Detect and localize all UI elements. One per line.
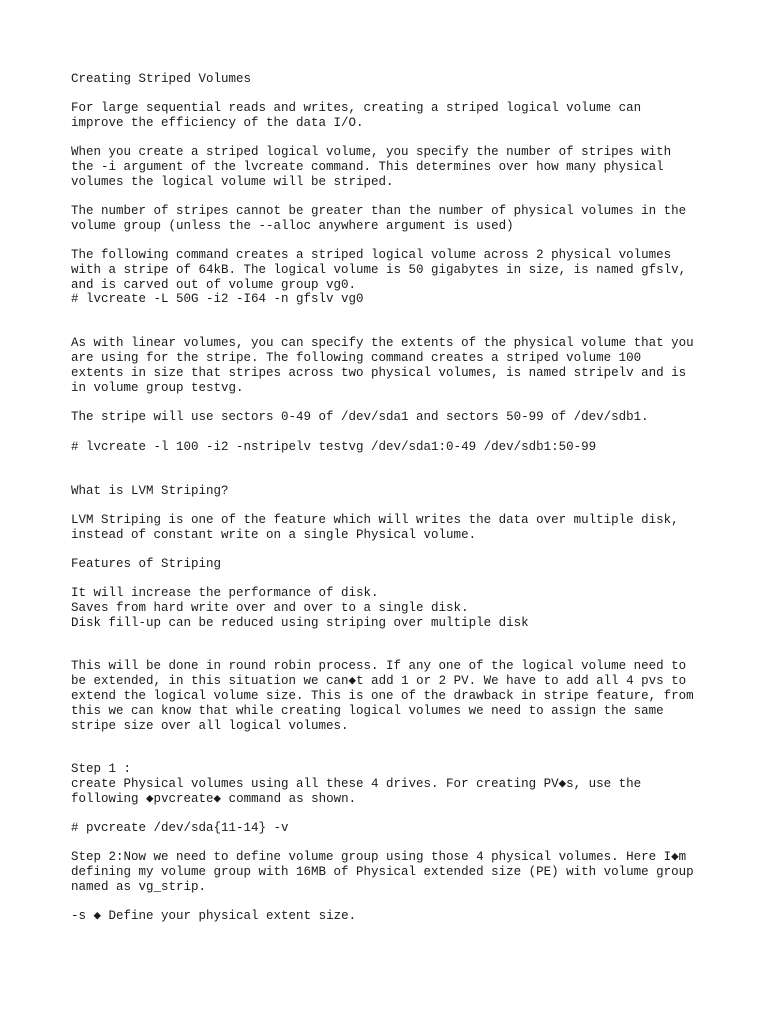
doc-line: The stripe will use sectors 0-49 of /dev/sda1 and sectors 50-99 of /dev/sdb1. — [71, 410, 649, 424]
doc-line: improve the efficiency of the data I/O. — [71, 116, 364, 130]
doc-line: # lvcreate -L 50G -i2 -I64 -n gfslv vg0 — [71, 292, 364, 306]
doc-line: extents in size that stripes across two physical volumes, is named stripelv and is — [71, 366, 687, 380]
doc-line: the -i argument of the lvcreate command. This determines over how many physical — [71, 160, 664, 174]
doc-line: This will be done in round robin process. If any one of the logical volume need to — [71, 659, 687, 673]
doc-line: stripe size over all logical volumes. — [71, 719, 349, 733]
doc-line: be extended, in this situation we can◆t add 1 or 2 PV. We have to add all 4 pvs to — [71, 674, 687, 688]
doc-line: The number of stripes cannot be greater than the number of physical volumes in the — [71, 204, 687, 218]
doc-line: are using for the stripe. The following command creates a striped volume 100 — [71, 351, 642, 365]
doc-line: Step 2:Now we need to define volume group using those 4 physical volumes. Here I◆m — [71, 850, 687, 864]
doc-line: The following command creates a striped logical volume across 2 physical volumes — [71, 248, 672, 262]
doc-line: LVM Striping is one of the feature which will writes the data over multiple disk, — [71, 513, 679, 527]
doc-line: volume group (unless the --alloc anywhere argument is used) — [71, 219, 514, 233]
doc-line: -s ◆ Define your physical extent size. — [71, 909, 357, 923]
doc-line: # pvcreate /dev/sda{11-14} -v — [71, 821, 289, 835]
doc-line: with a stripe of 64kB. The logical volume is 50 gigabytes in size, is named gfslv, — [71, 263, 687, 277]
doc-line: in volume group testvg. — [71, 381, 244, 395]
doc-line: What is LVM Striping? — [71, 484, 229, 498]
doc-line: Creating Striped Volumes — [71, 72, 252, 86]
doc-line: Features of Striping — [71, 557, 222, 571]
doc-line: following ◆pvcreate◆ command as shown. — [71, 792, 357, 806]
doc-line: this we can know that while creating logical volumes we need to assign the same — [71, 704, 664, 718]
doc-line: Saves from hard write over and over to a single disk. — [71, 601, 469, 615]
doc-line: Disk fill-up can be reduced using striping over multiple disk — [71, 616, 529, 630]
doc-line: create Physical volumes using all these 4 drives. For creating PV◆s, use the — [71, 777, 642, 791]
doc-line: Step 1 : — [71, 762, 132, 776]
doc-line: instead of constant write on a single Physical volume. — [71, 528, 477, 542]
doc-line: extend the logical volume size. This is one of the drawback in stripe feature, from — [71, 689, 694, 703]
doc-line: volumes the logical volume will be striped. — [71, 175, 394, 189]
doc-line: and is carved out of volume group vg0. — [71, 278, 357, 292]
doc-line: When you create a striped logical volume, you specify the number of stripes with — [71, 145, 672, 159]
doc-line: named as vg_strip. — [71, 880, 207, 894]
doc-line: # lvcreate -l 100 -i2 -nstripelv testvg /dev/sda1:0-49 /dev/sdb1:50-99 — [71, 440, 597, 454]
doc-line: As with linear volumes, you can specify the extents of the physical volume that you — [71, 336, 694, 350]
doc-line: It will increase the performance of disk. — [71, 586, 379, 600]
doc-line: defining my volume group with 16MB of Physical extended size (PE) with volume group — [71, 865, 694, 879]
doc-line: For large sequential reads and writes, creating a striped logical volume can — [71, 101, 642, 115]
